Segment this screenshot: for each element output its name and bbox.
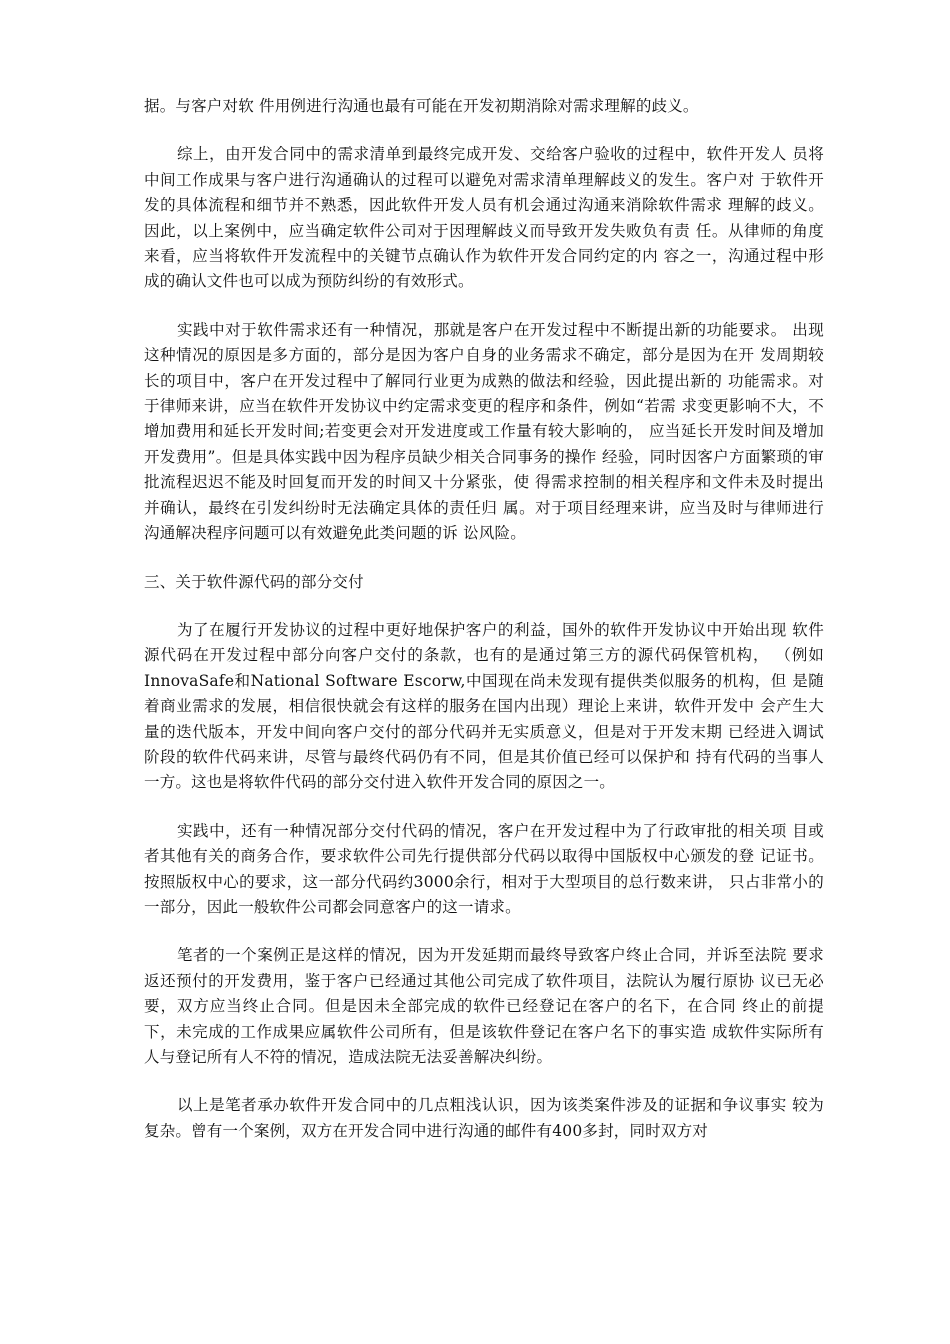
paragraph-gap (144, 796, 824, 819)
paragraph-gap (144, 119, 824, 142)
paragraph-summary: 综上，由开发合同中的需求清单到最终完成开发、交给客户验收的过程中，软件开发人 员将中间工作成果与客户进行沟通确认的过程可以避免对需求清单理解歧义的发生。客户对 于软件开发的具体流程和细节并不熟悉，因此软件开发人员有机会通过沟通来消除软件需求 理解的歧义。因此，以上案例中，应当确定软件公司对于因理解歧义而导致开发失败负有责 任。从律师的角度来看，应当将软件开发流程中的关键节点确认作为软件开发合同约定的内 容之一，沟通过程中形成的确认文件也可以成为预防纠纷的有效形式。 (144, 145, 824, 291)
paragraph-gap (144, 1070, 824, 1093)
paragraph-partial-code-practice: 实践中，还有一种情况部分交付代码的情况，客户在开发过程中为了行政审批的相关项 目或者其他有关的商务合作，要求软件公司先行提供部分代码以取得中国版权中心颁发的登 记证书。按照版权中心的要求，这一部分代码约3000余行，相对于大型项目的总行数来讲， 只占非常小的一部分，因此一般软件公司都会同意客户的这一请求。 (144, 821, 824, 916)
paragraph-conclusion: 以上是笔者承办软件开发合同中的几点粗浅认识，因为该类案件涉及的证据和争议事实 较为复杂。曾有一个案例，双方在开发合同中进行沟通的邮件有400多封，同时双方对 (144, 1096, 824, 1140)
paragraph-continuation: 据。与客户对软 件用例进行沟通也最有可能在开发初期消除对需求理解的歧义。 (144, 97, 699, 115)
paragraph-case-example: 笔者的一个案例正是这样的情况，因为开发延期而最终导致客户终止合同，并诉至法院 要求返还预付的开发费用，鉴于客户已经通过其他公司完成了软件项目，法院认为履行原协 议已无必要，双方应当终止合同。但是因未全部完成的软件已经登记在客户的名下，在合同 终止的前提下，未完成的工作成果应属软件公司所有，但是该软件登记在客户名下的事实造 成软件实际所有人与登记所有人不符的情况，造成法院无法妥善解决纠纷。 (144, 946, 824, 1066)
paragraph-source-code-delivery: 为了在履行开发协议的过程中更好地保护客户的利益，国外的软件开发协议中开始出现 软件源代码在开发过程中部分向客户交付的条款，也有的是通过第三方的源代码保管机构， （例如InnovaSafe和National Software Escorw,中国现在尚未发现有提供类似服务的机构，但 是随着商业需求的发展，相信很快就会有这样的服务在国内出现）理论上来讲，软件开发中 会产生大量的迭代版本，开发中间向客户交付的部分代码并无实质意义，但是对于开发末期 已经进入调试阶段的软件代码来讲，尽管与最终代码仍有不同，但是其价值已经可以保护和 持有代码的当事人一方。这也是将软件代码的部分交付进入软件开发合同的原因之一。 (144, 620, 824, 792)
paragraph-gap (144, 547, 824, 570)
paragraph-gap (144, 595, 824, 618)
paragraph-gap (144, 295, 824, 318)
paragraph-gap (144, 920, 824, 943)
paragraph-requirements-change: 实践中对于软件需求还有一种情况，那就是客户在开发过程中不断提出新的功能要求。 出现这种情况的原因是多方面的，部分是因为客户自身的业务需求不确定，部分是因为在开 发周期较长的项目中，客户在开发过程中了解同行业更为成熟的做法和经验，因此提出新的 功能需求。对于律师来讲，应当在软件开发协议中约定需求变更的程序和条件，例如“若需 求变更影响不大，不增加费用和延长开发时间;若变更会对开发进度或工作量有较大影响的， 应当延长开发时间及增加开发费用”。但是具体实践中因为程序员缺少相关合同事务的操作 经验，同时因客户方面繁琐的审批流程迟迟不能及时回复而开发的时间又十分紧张，使 得需求控制的相关程序和文件未及时提出并确认，最终在引发纠纷时无法确定具体的责任归 属。对于项目经理来讲，应当及时与律师进行沟通解决程序问题可以有效避免此类问题的诉 讼风险。 (144, 320, 824, 543)
section-heading: 三、关于软件源代码的部分交付 (144, 572, 364, 591)
